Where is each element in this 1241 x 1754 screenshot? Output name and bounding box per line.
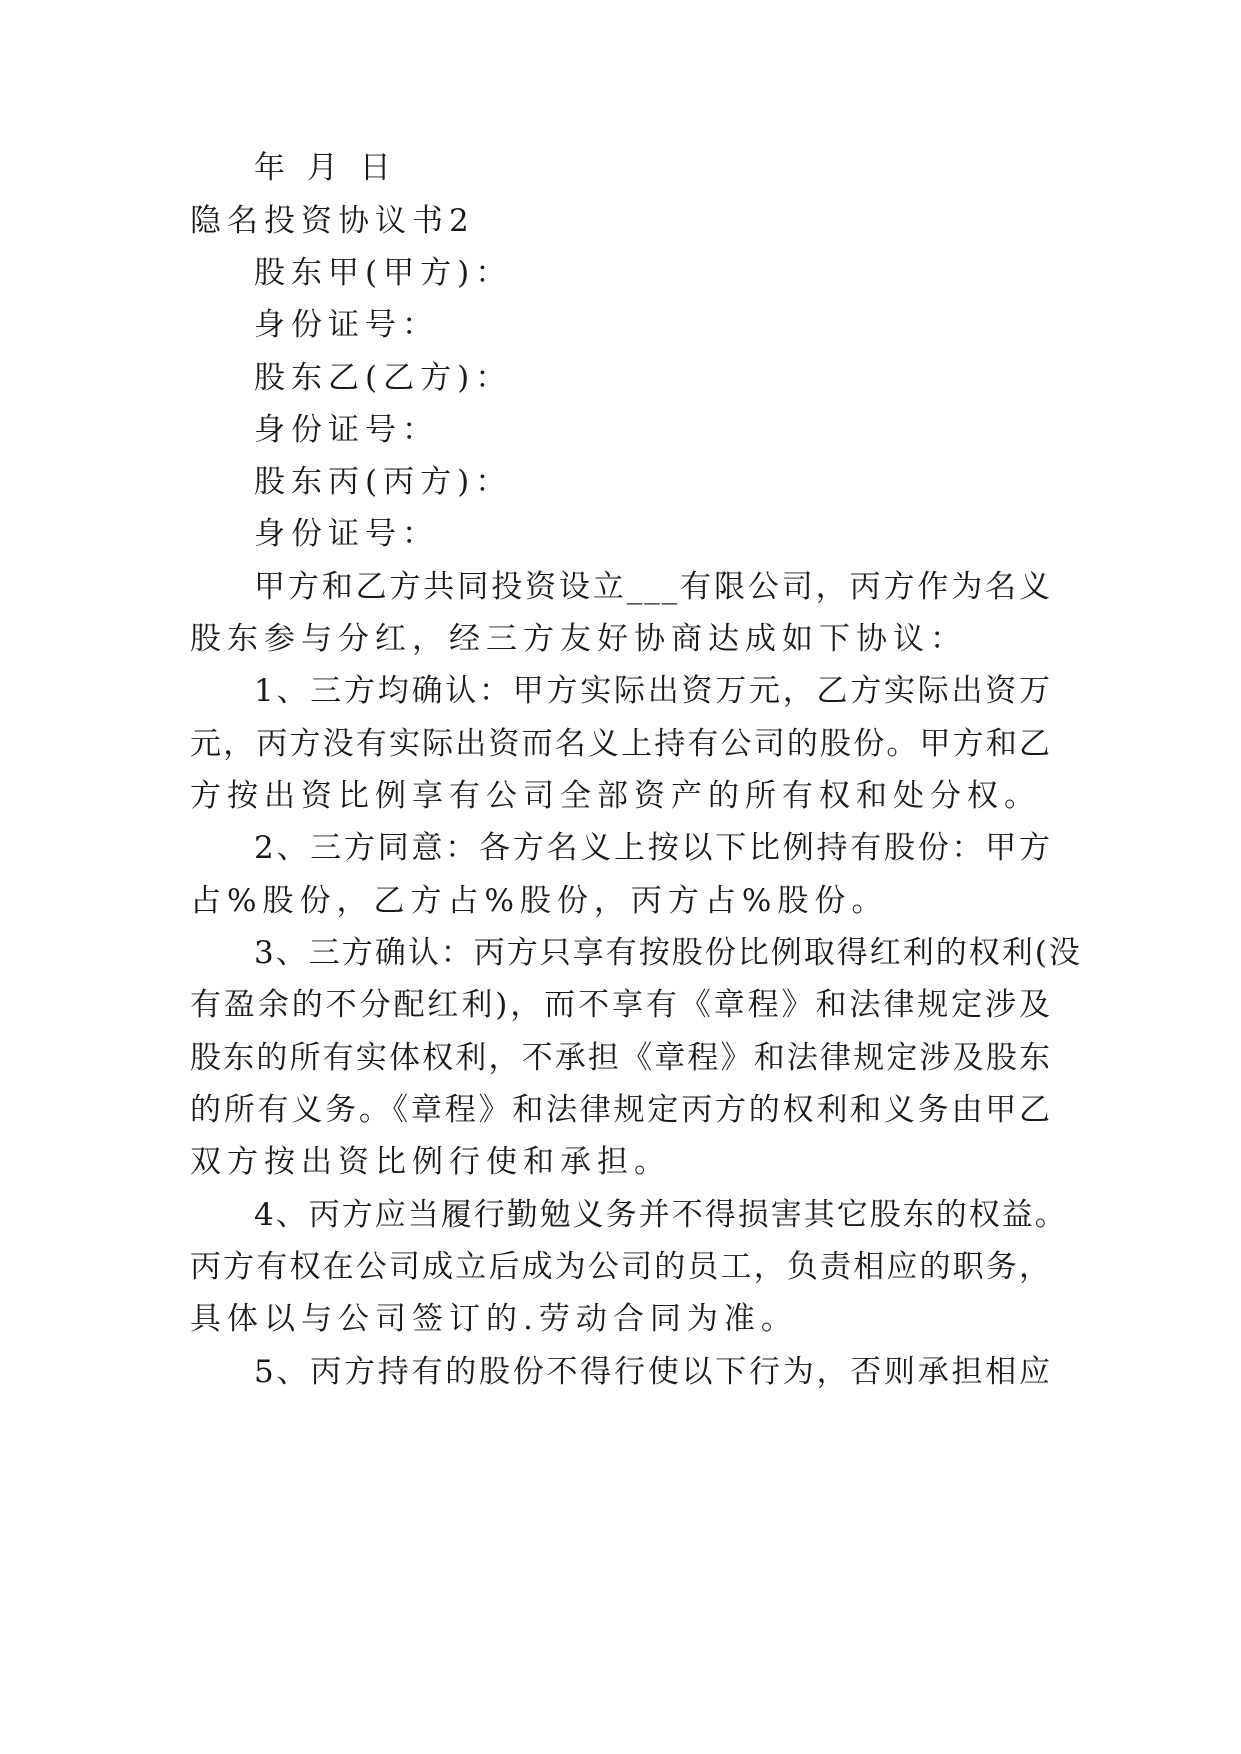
clause-3-line: 双方按出资比例行使和承担。: [190, 1144, 671, 1180]
document-title: 隐名投资协议书2: [190, 203, 475, 239]
clause-3-line: 的所有义务。《章程》和法律规定丙方的权利和义务由甲乙: [190, 1092, 1052, 1128]
clause-2-line: 占%股份，乙方占%股份，丙方占%股份。: [190, 883, 889, 919]
clause-4-line: 4、丙方应当履行勤勉义务并不得损害其它股东的权益。: [254, 1197, 1068, 1233]
date-line: 年 月 日: [254, 150, 397, 186]
party-a-label: 股东甲(甲方)：: [254, 255, 513, 291]
clause-3-line: 股东的所有实体权利，不承担《章程》和法律规定涉及股东: [190, 1040, 1052, 1076]
preamble-line: 甲方和乙方共同投资设立___有限公司，丙方作为名义: [254, 569, 1052, 605]
party-c-label: 股东丙(丙方)：: [254, 464, 513, 500]
party-b-id-label: 身份证号：: [254, 412, 439, 448]
party-c-id-label: 身份证号：: [254, 516, 439, 552]
clause-2-line: 2、三方同意：各方名义上按以下比例持有股份：甲方: [254, 830, 1052, 866]
preamble-line: 股东参与分红，经三方友好协商达成如下协议：: [190, 621, 967, 657]
party-b-label: 股东乙(乙方)：: [254, 360, 513, 396]
clause-4-line: 丙方有权在公司成立后成为公司的员工，负责相应的职务，: [190, 1249, 1052, 1285]
clause-5-line: 5、丙方持有的股份不得行使以下行为，否则承担相应: [254, 1354, 1052, 1390]
clause-3-line: 有盈余的不分配红利)，而不享有《章程》和法律规定涉及: [190, 987, 1052, 1023]
clause-1-line: 元，丙方没有实际出资而名义上持有公司的股份。甲方和乙: [190, 726, 1052, 762]
clause-4-line: 具体以与公司签订的.劳动合同为准。: [190, 1301, 798, 1337]
clause-1-line: 1、三方均确认：甲方实际出资万元，乙方实际出资万: [254, 673, 1052, 709]
party-a-id-label: 身份证号：: [254, 307, 439, 343]
clause-3-line: 3、三方确认：丙方只享有按股份比例取得红利的权利(没: [254, 935, 1082, 971]
clause-1-line: 方按出资比例享有公司全部资产的所有权和处分权。: [190, 778, 1041, 814]
